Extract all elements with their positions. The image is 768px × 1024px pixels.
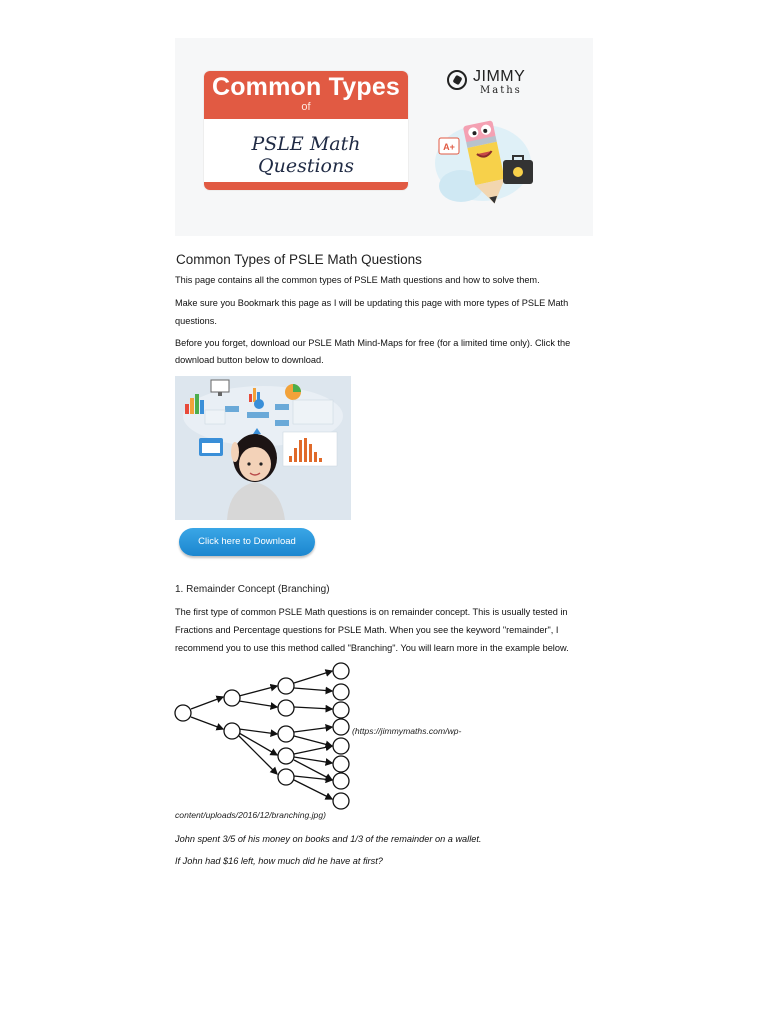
jimmy-maths-logo [447, 68, 537, 98]
section-1-line-1: The first type of common PSLE Math questions is on remainder concept. This is usually tested in [175, 607, 568, 617]
intro-paragraph: This page contains all the common types of PSLE Math questions and how to solve them. [175, 275, 540, 285]
logo-name: JIMMY [473, 68, 526, 85]
banner-bottom-band [204, 182, 408, 190]
banner-title-sub: PSLE Math Questions [251, 133, 361, 177]
bookmark-line-2: questions. [175, 316, 217, 326]
download-line-2: download button below to download. [175, 355, 324, 365]
section-1-title: 1. Remainder Concept (Branching) [175, 584, 330, 595]
question-line-1: John spent 3/5 of his money on books and 1/3 of the remainder on a wallet. [175, 834, 482, 844]
banner-title-of: of [301, 101, 311, 113]
banner-title-main: Common Types [211, 73, 401, 101]
image-link-part-1[interactable]: (https://jimmymaths.com/wp- [352, 726, 462, 736]
section-1-line-2: Fractions and Percentage questions for PSLE Math. When you see the keyword "remainder", I [175, 625, 559, 635]
mascot-badge-text: A+ [443, 142, 455, 152]
logo-mark-icon [447, 70, 467, 90]
pencil-mascot-icon [433, 108, 543, 208]
page-title: Common Types of PSLE Math Questions [176, 252, 422, 267]
branching-diagram [173, 660, 355, 812]
image-link-part-2[interactable]: content/uploads/2016/12/branching.jpg) [175, 810, 326, 820]
logo-tag: Maths [480, 85, 522, 96]
download-button[interactable]: Click here to Download [179, 528, 315, 556]
download-line-1: Before you forget, download our PSLE Math Mind-Maps for free (for a limited time only). Click the [175, 338, 571, 348]
question-line-2: If John had $16 left, how much did he have at first? [175, 856, 383, 866]
mind-maps-promo-image [175, 376, 351, 520]
section-1-line-3: recommend you to use this method called "Branching". You will learn more in the example below. [175, 643, 569, 653]
bookmark-line-1: Make sure you Bookmark this page as I will be updating this page with more types of PSLE Math [175, 298, 569, 308]
banner-image [175, 38, 593, 236]
banner-title-card [204, 71, 408, 190]
banner-title-band [204, 71, 408, 119]
